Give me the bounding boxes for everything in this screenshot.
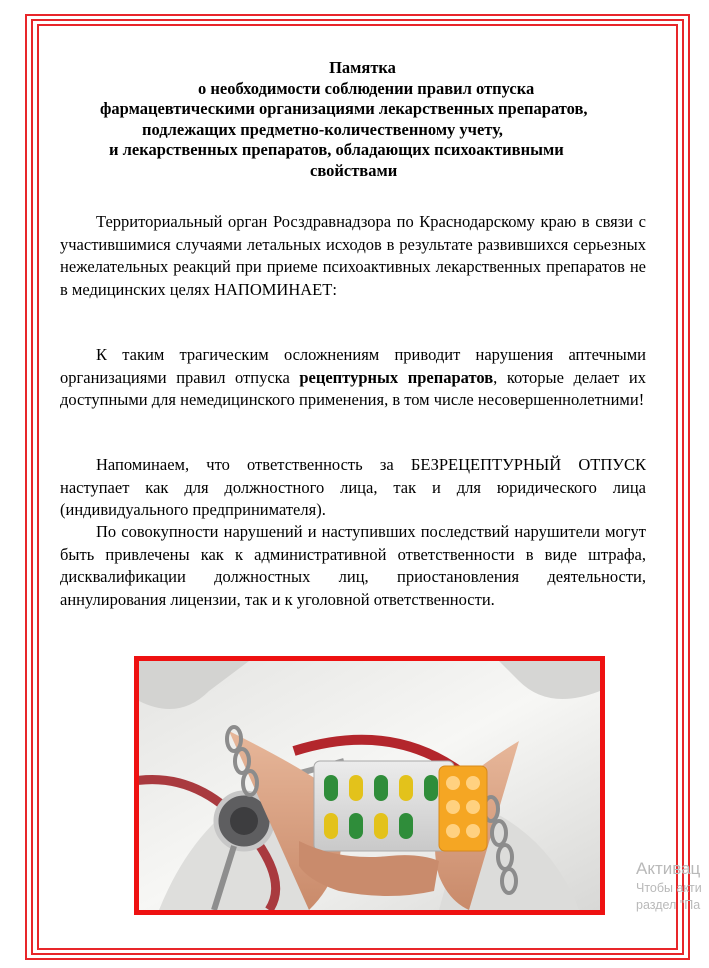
title-line-4: подлежащих предметно-количественному учету, [142, 119, 503, 139]
paragraph-complications [60, 344, 646, 412]
paragraph-penalties: По совокупности нарушений и наступивших последствий нарушители могут быть привлечены как к административной ответственности в виде штрафа, дисквалификации должностных лиц, приостановления деятельности, аннулирования лицензии, так и к уголовной ответственности. [60, 522, 646, 609]
paragraph-responsibility: Напоминаем, что ответственность за БЕЗРЕЦЕПТУРНЫЙ ОТПУСК наступает как для должностного лица, так и для юридического лица (индивидуального предпринимателя). [60, 455, 646, 519]
title-line-6: свойствами [310, 160, 398, 180]
title-line-5: и лекарственных препаратов, обладающих психоактивными [109, 140, 564, 159]
paragraph-intro: Территориальный орган Росздравнадзора по Краснодарскому краю в связи с участившимися случаями летальных исходов в результате развившихся серьезных нежелательных реакций при приеме психоактивных лекарственных препаратов не в медицинских целях НАПОМИНАЕТ: [60, 212, 646, 299]
paragraph-complications-bold: рецептурных препаратов [299, 367, 494, 387]
title-line-3: фармацевтическими организациями лекарственных препаратов, [100, 99, 588, 118]
watermark-line-3: раздел "Па [636, 898, 701, 912]
title-line-2: о необходимости соблюдении правил отпуска [198, 78, 535, 98]
paragraph-complications-start: К таким трагическим осложнениям приводит нарушения аптечными организациями правил отпуска [60, 345, 646, 387]
windows-activation-watermark [636, 858, 709, 914]
title-line-1: Памятка [329, 58, 396, 77]
paragraph-complications-end: , которые делает их доступными для немедицинского применения, в том числе несовершеннолетними! [60, 367, 646, 409]
memo-title [60, 58, 665, 181]
watermark-line-2: Чтобы акти [636, 881, 702, 895]
watermark-line-1: Активац [636, 859, 701, 878]
handcuffed-hands-pills-photo [134, 656, 605, 915]
